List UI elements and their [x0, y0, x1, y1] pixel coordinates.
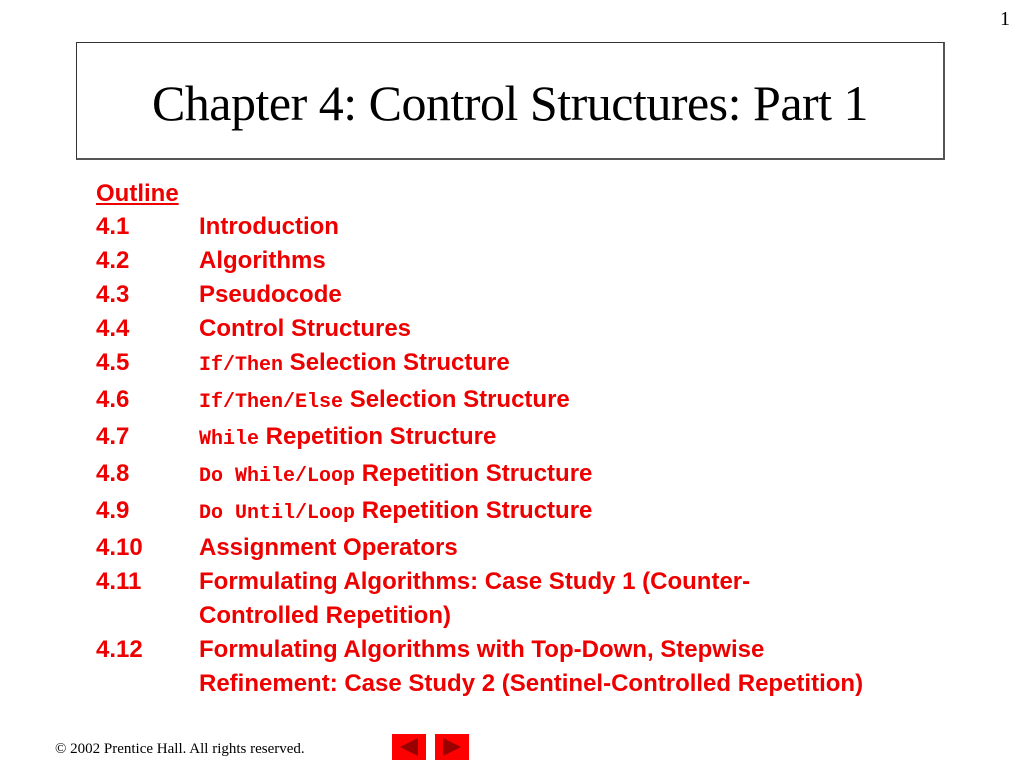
outline-item-number: 4.3 [96, 281, 130, 308]
outline-item-number: 4.11 [96, 568, 142, 595]
slide-title: Chapter 4: Control Structures: Part 1 [151, 74, 869, 131]
outline-item [96, 312, 879, 346]
outline-item-code: Do While/Loop [199, 465, 356, 488]
outline-item [96, 633, 879, 701]
outline-item-number: 4.4 [96, 315, 130, 342]
triangle-right-icon [439, 737, 465, 757]
outline-item [96, 244, 879, 278]
outline-item-number: 4.9 [96, 497, 130, 524]
outline-item-number: 4.7 [96, 423, 130, 450]
outline-item-text: Formulating Algorithms with Top-Down, Stepwise Refinement: Case Study 2 (Sentinel-Controlled Repetition) [199, 636, 864, 697]
outline-item [96, 494, 879, 531]
outline-item [96, 531, 879, 565]
outline-item-text: Introduction [199, 213, 339, 240]
triangle-left-icon [396, 737, 422, 757]
outline-item-number: 4.2 [96, 247, 130, 274]
previous-slide-button[interactable] [392, 734, 426, 760]
outline-item-number: 4.10 [96, 534, 143, 561]
outline-item-text: Formulating Algorithms: Case Study 1 (Counter-Controlled Repetition) [199, 568, 751, 629]
outline-item [96, 457, 879, 494]
outline-item-text: Repetition Structure [259, 423, 497, 450]
outline-item-text: Selection Structure [343, 386, 570, 413]
outline-item [96, 346, 879, 383]
outline-item-text: Assignment Operators [199, 534, 458, 561]
outline-item-code: Do Until/Loop [199, 502, 356, 525]
outline-item-text: Pseudocode [199, 281, 342, 308]
outline-item-code: If/Then [199, 354, 284, 377]
outline [96, 178, 879, 701]
outline-item-text: Control Structures [199, 315, 412, 342]
outline-item-code: If/Then/Else [199, 391, 344, 414]
outline-item-number: 4.1 [96, 213, 130, 240]
outline-item-code: While [199, 428, 260, 451]
slide-number: 1 [1000, 8, 1010, 30]
outline-item-number: 4.6 [96, 386, 130, 413]
outline-item-text: Selection Structure [283, 349, 510, 376]
outline-item [96, 565, 879, 633]
outline-item [96, 420, 879, 457]
outline-item-text: Repetition Structure [355, 460, 593, 487]
outline-item-text: Algorithms [199, 247, 326, 274]
title-box [76, 42, 945, 160]
outline-item [96, 210, 879, 244]
outline-heading: Outline [96, 180, 179, 207]
outline-item [96, 383, 879, 420]
outline-item [96, 278, 879, 312]
next-slide-button[interactable] [435, 734, 469, 760]
outline-item-text: Repetition Structure [355, 497, 593, 524]
outline-item-number: 4.12 [96, 636, 143, 663]
outline-item-number: 4.8 [96, 460, 130, 487]
copyright-footer: © 2002 Prentice Hall. All rights reserved. [55, 741, 305, 757]
outline-item-number: 4.5 [96, 349, 130, 376]
